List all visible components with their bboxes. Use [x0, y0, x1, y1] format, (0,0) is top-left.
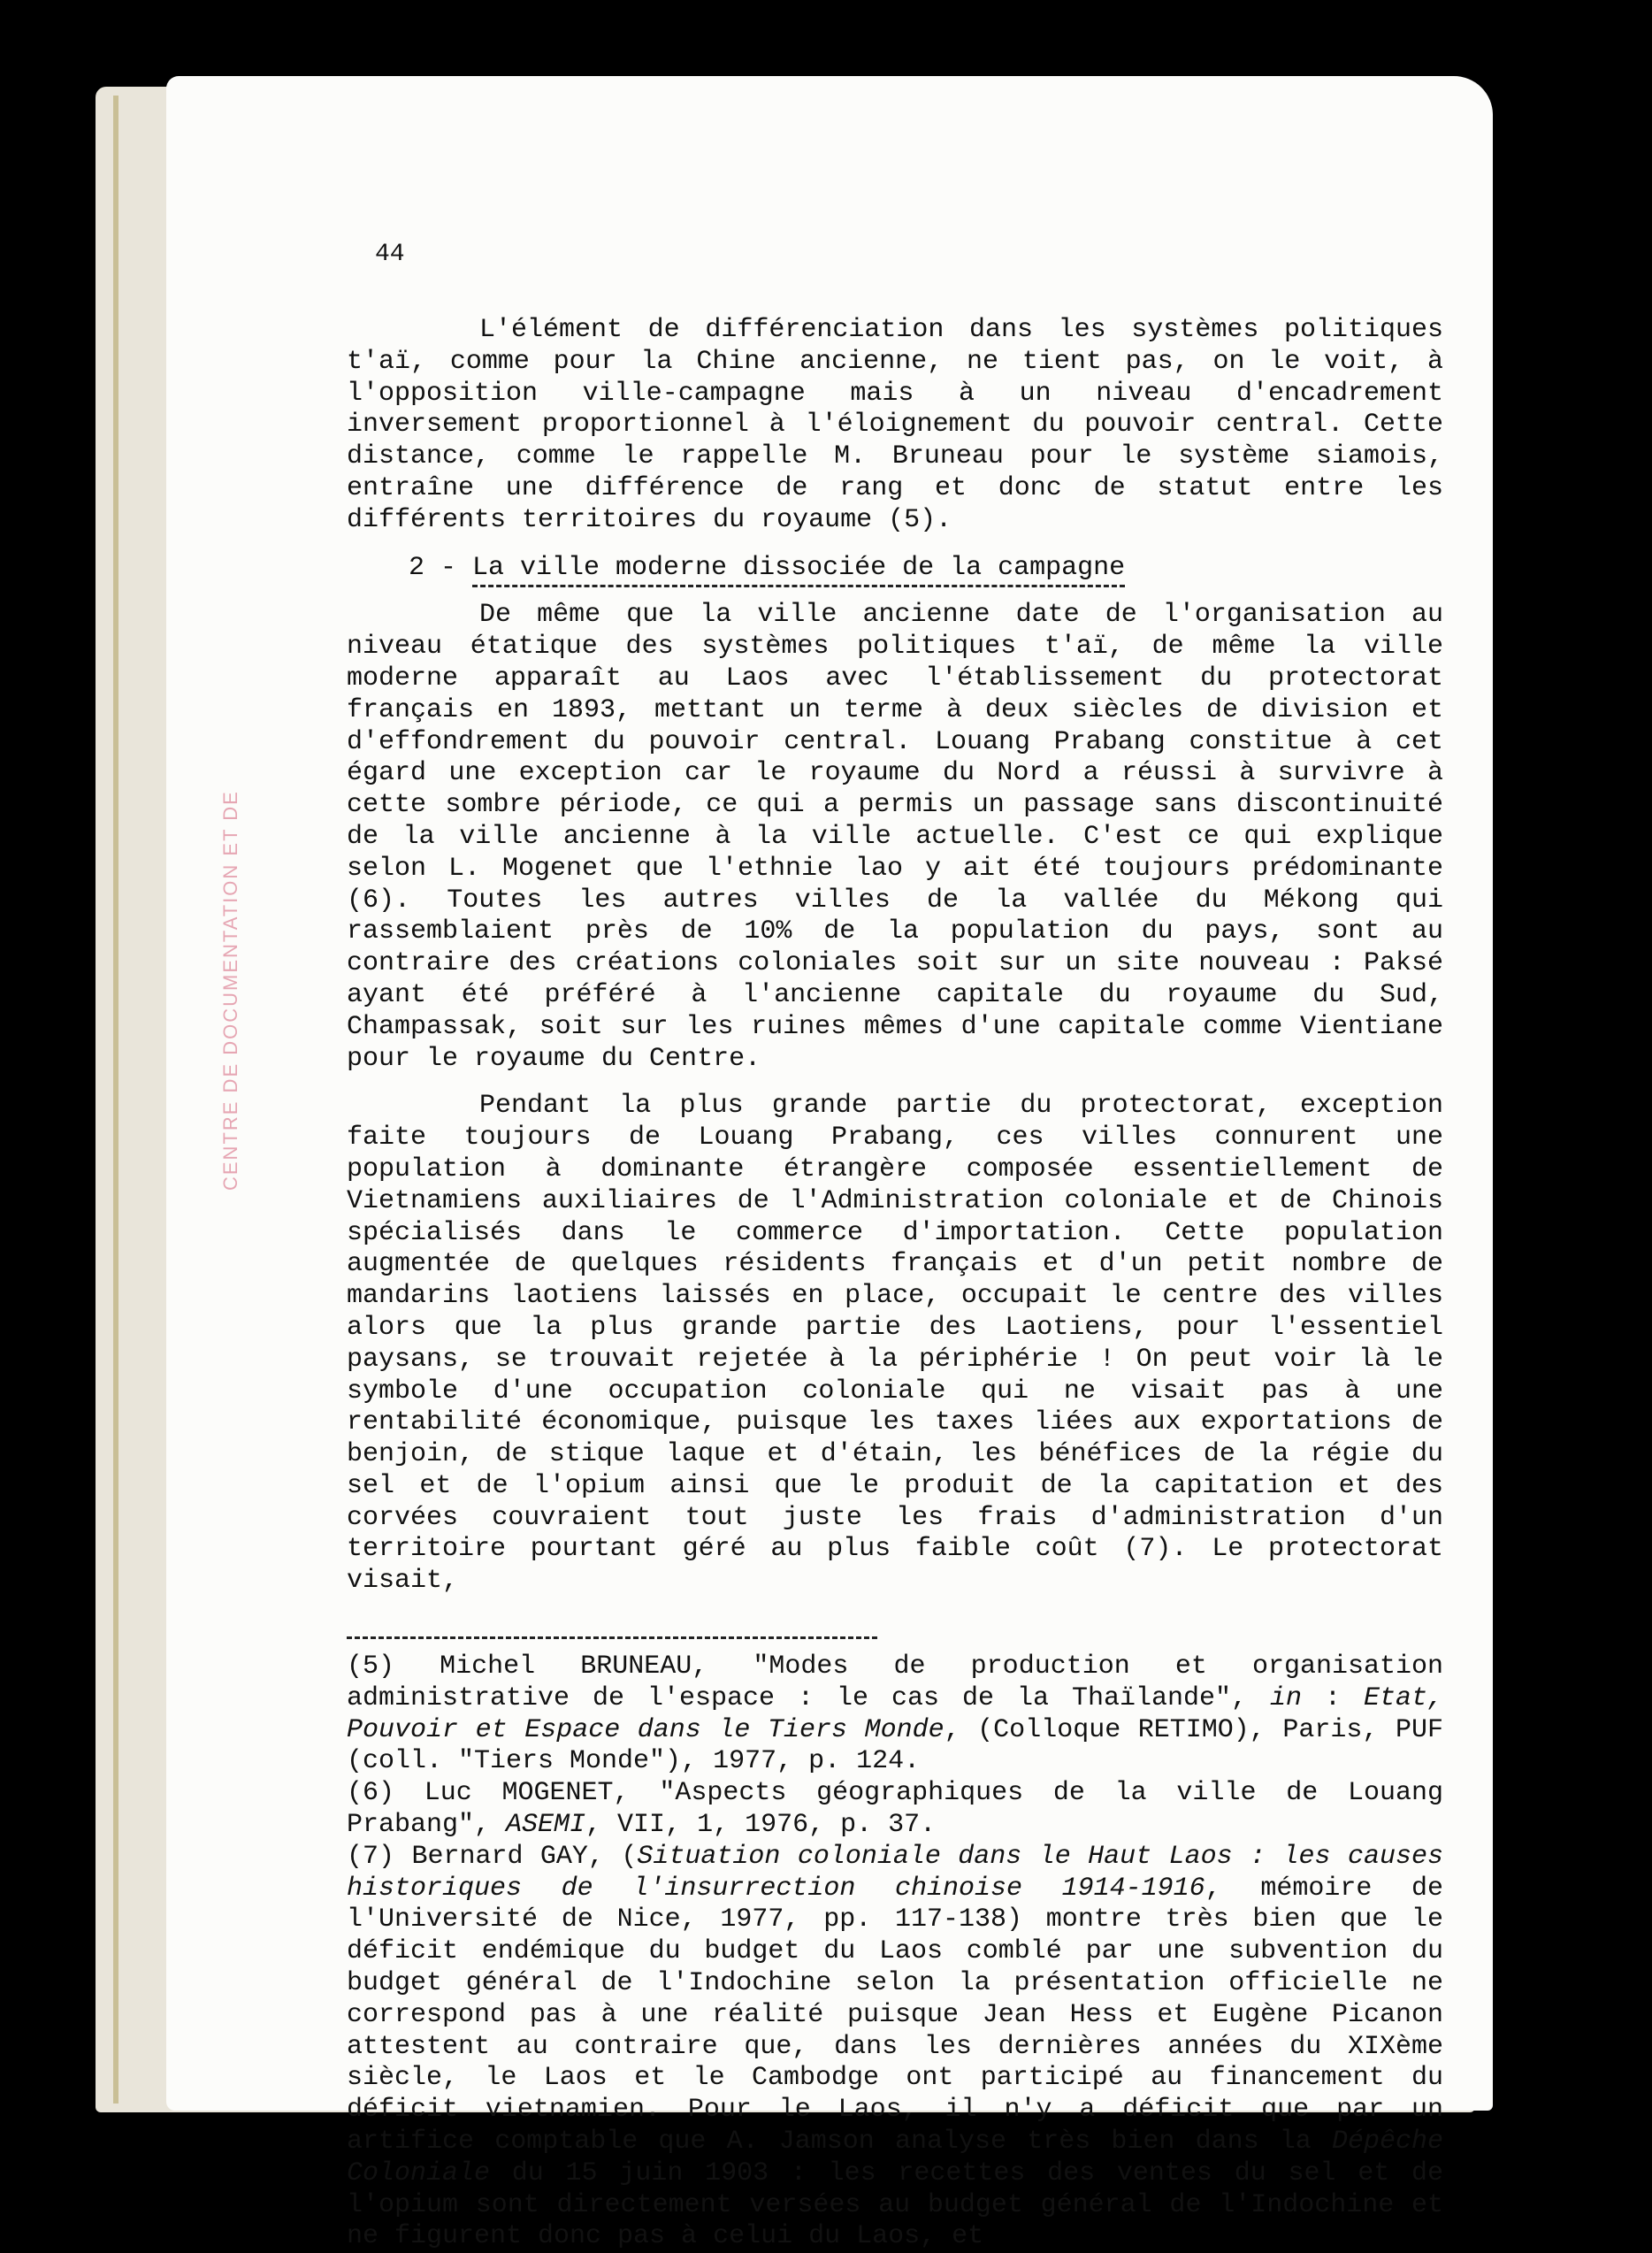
footnote-7-journal: Dépêche Coloniale: [347, 2127, 1443, 2188]
footnote-7-text: (7) Bernard GAY, (: [347, 1841, 638, 1872]
footnote-7-body: , mémoire de l'Université de Nice, 1977, pp. 117-138) montre très bien que le déficit endémique du budget du Laos comblé par une subvention du budget général de l'Indochine selon la présentation officielle ne correspond pas à une réalité puisque Jean Hess et Eugène Picanon attestent au contraire que, dans les dernières années du XIXème siècle, le Laos et le Cambodge ont participé au financement du déficit vietnamien. Pour le Laos, il n'y a déficit que par un artifice comptable que A. Jamson analyse très bien dans la: [347, 1873, 1443, 2157]
section-heading: [347, 553, 1443, 585]
footnote-7: [347, 1842, 1443, 2253]
page-edge-line: [113, 96, 119, 2104]
footnote-5-title: Etat, Pouvoir et Espace dans le Tiers Monde: [347, 1682, 1443, 1745]
footnote-7-end: du 15 juin 1903 : les recettes des ventes du sel et de l'opium sont directement versées au budget général de l'Indochine et ne figurent donc pas à celui du Laos, et: [347, 2157, 1443, 2252]
footnote-5-in: in: [1269, 1682, 1302, 1713]
footnote-6: [347, 1778, 1443, 1842]
page-number: 44: [375, 241, 405, 268]
footnote-6-details: , VII, 1, 1976, p. 37.: [585, 1810, 937, 1841]
footnote-6-journal: ASEMI: [506, 1810, 586, 1841]
footnote-5-details: , (Colloque RETIMO), Paris, PUF (coll. "Tiers Monde"), 1977, p. 124.: [347, 1714, 1444, 1777]
document-page: [166, 76, 1493, 2252]
page-content: [347, 315, 1460, 2253]
footnote-5: [347, 1651, 1443, 1778]
section-number: 2 -: [409, 552, 473, 583]
library-stamp: CENTRE DE DOCUMENTATION ET DE: [219, 790, 241, 1191]
footnote-5-sep: :: [1302, 1682, 1364, 1713]
paragraph-ville-moderne: De même que la ville ancienne date de l'organisation au niveau étatique des systèmes politiques t'aï, de même la ville moderne apparaît au Laos avec l'établissement du protectorat français en 1893, mettant un terme à deux siècles de division et d'effondrement du pouvoir central. Louang Prabang constitue à cet égard une exception car le royaume du Nord a réussi à survivre à cette sombre période, ce qui a permis un passage sans discontinuité de la ville ancienne à la ville actuelle. C'est ce qui explique selon L. Mogenet que l'ethnie lao y ait été toujours prédominante (6). Toutes les autres villes de la vallée du Mékong qui rassemblaient près de 10% de la population du pays, sont au contraire des créations coloniales soit sur un site nouveau : Paksé ayant été préféré à l'ancienne capitale du royaume du Sud, Champassak, soit sur les ruines mêmes d'une capitale comme Vientiane pour le royaume du Centre.: [347, 600, 1460, 1074]
footnote-separator: [347, 1636, 877, 1639]
section-title: La ville moderne dissociée de la campagne: [472, 553, 1125, 587]
paragraph-intro: L'élément de différenciation dans les systèmes politiques t'aï, comme pour la Chine ancienne, ne tient pas, on le voit, à l'opposition ville-campagne mais à un niveau d'encadrement inversement proportionnel à l'éloignement du pouvoir central. Cette distance, comme le rappelle M. Bruneau pour le système siamois, entraîne une différence de rang et donc de statut entre les différents territoires du royaume (5).: [347, 315, 1460, 535]
footnote-7-title: Situation coloniale dans le Haut Laos : les causes historiques de l'insurrection chinoise 1914-1916: [347, 1841, 1443, 1904]
paragraph-protectorat: Pendant la plus grande partie du protectorat, exception faite toujours de Louang Prabang, ces villes connurent une population à dominante étrangère composée essentiellement de Vietnamiens auxiliaires de l'Administration coloniale et de Chinois spécialisés dans le commerce d'importation. Cette population augmentée de quelques résidents français et d'un petit nombre de mandarins laotiens laissés en place, occupait le centre des villes alors que la plus grande partie des Laotiens, pour l'essentiel paysans, se trouvait rejetée à la périphérie ! On peut voir là le symbole d'une occupation coloniale qui ne visait pas à une rentabilité économique, puisque les taxes liées aux exportations de benjoin, de stique laque et d'étain, les bénéfices de la régie du sel et de l'opium ainsi que le produit de la capitation et des corvées couvraient tout juste les frais d'administration d'un territoire pourtant géré au plus faible coût (7). Le protectorat visait,: [347, 1091, 1460, 1597]
footnote-6-text: (6) Luc MOGENET, "Aspects géographiques de la ville de Louang Prabang",: [347, 1778, 1443, 1841]
footnote-5-text: (5) Michel BRUNEAU, "Modes de production et organisation administrative de l'espace : le cas de la Thaïlande",: [347, 1651, 1443, 1713]
